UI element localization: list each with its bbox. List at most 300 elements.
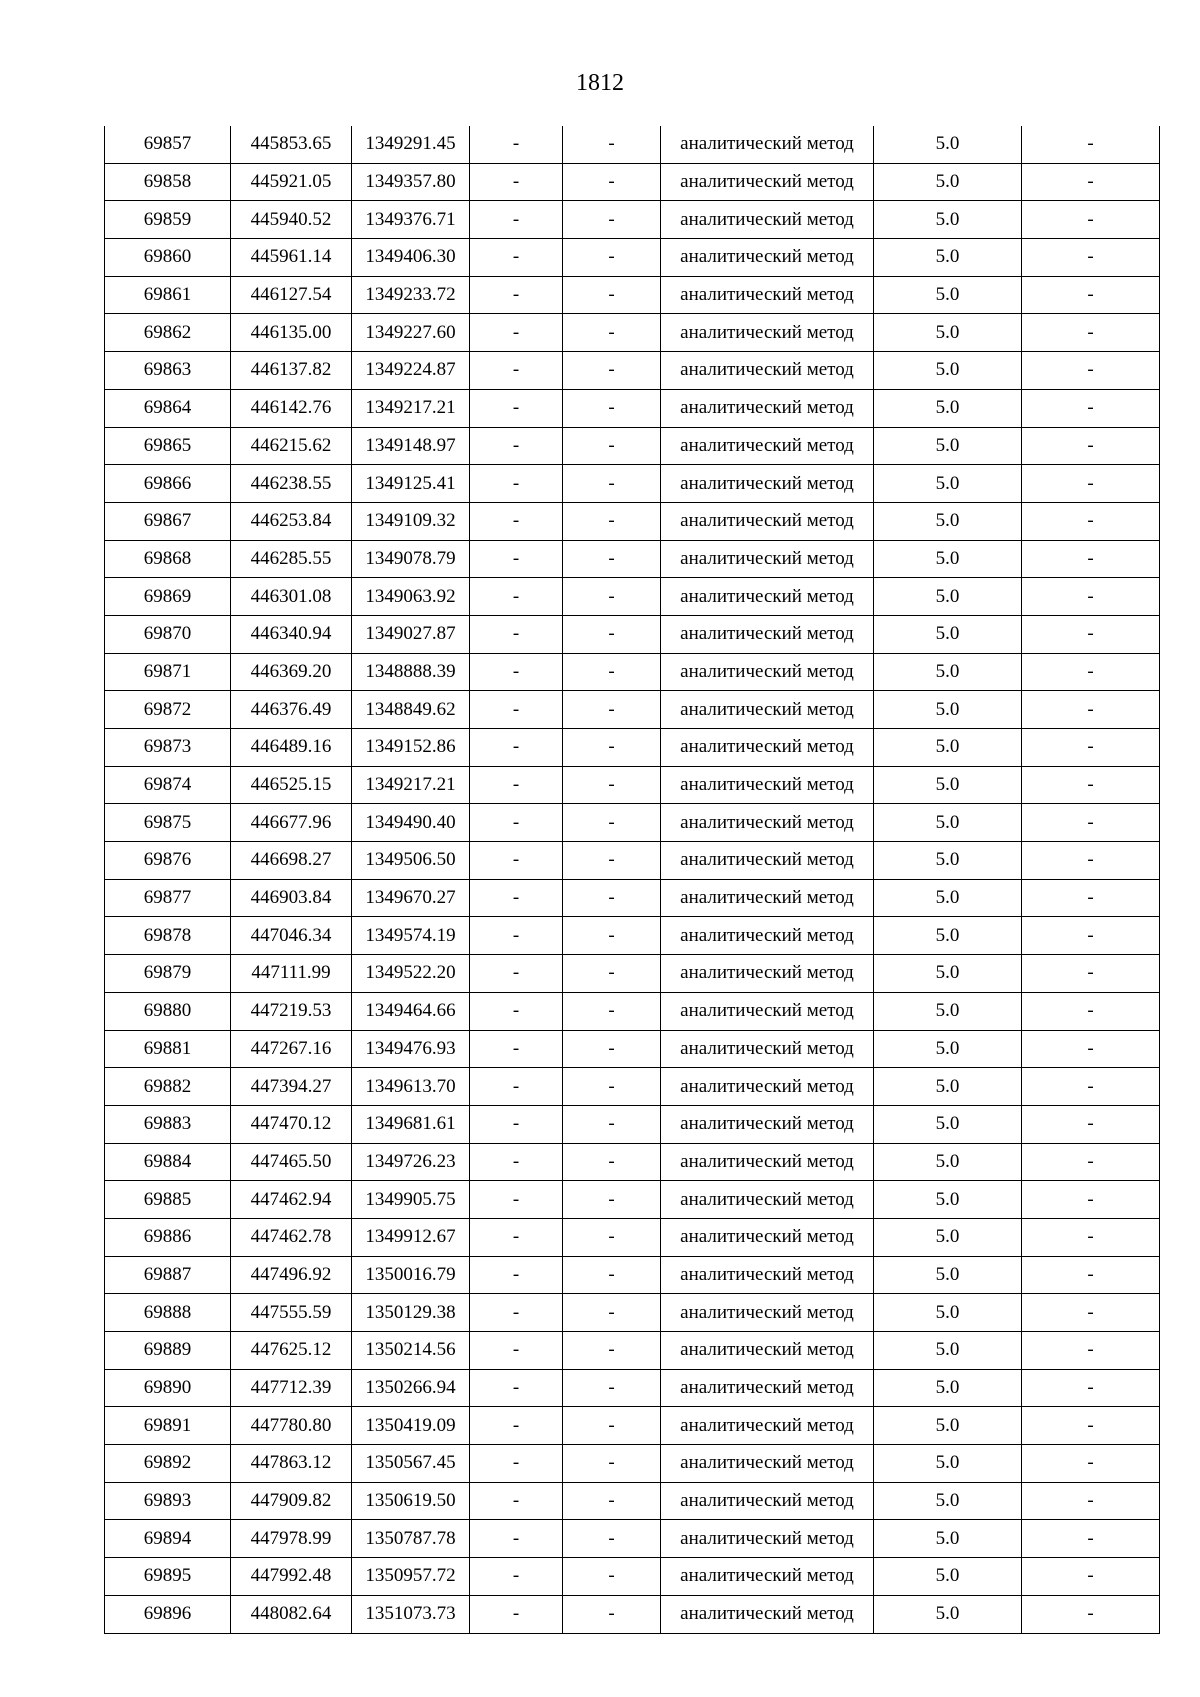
method-cell: аналитический метод	[661, 1558, 874, 1596]
col4-cell: -	[470, 239, 563, 277]
col4-cell: -	[470, 1218, 563, 1256]
point-number-cell: 69859	[105, 201, 231, 239]
col5-cell: -	[563, 352, 661, 390]
table-row	[105, 842, 1160, 880]
table-row	[105, 1520, 1160, 1558]
accuracy-cell: 5.0	[874, 427, 1022, 465]
x-coordinate-cell: 446253.84	[231, 502, 352, 540]
table-row	[105, 1105, 1160, 1143]
accuracy-cell: 5.0	[874, 804, 1022, 842]
col8-cell: -	[1022, 201, 1160, 239]
col4-cell: -	[470, 766, 563, 804]
y-coordinate-cell: 1349726.23	[352, 1143, 470, 1181]
col8-cell: -	[1022, 1030, 1160, 1068]
x-coordinate-cell: 446525.15	[231, 766, 352, 804]
point-number-cell: 69869	[105, 578, 231, 616]
col5-cell: -	[563, 1520, 661, 1558]
table-row	[105, 427, 1160, 465]
col8-cell: -	[1022, 126, 1160, 163]
x-coordinate-cell: 446135.00	[231, 314, 352, 352]
y-coordinate-cell: 1349152.86	[352, 729, 470, 767]
method-cell: аналитический метод	[661, 1181, 874, 1219]
accuracy-cell: 5.0	[874, 163, 1022, 201]
coordinates-table	[104, 126, 1160, 1634]
y-coordinate-cell: 1350619.50	[352, 1482, 470, 1520]
x-coordinate-cell: 447465.50	[231, 1143, 352, 1181]
point-number-cell: 69876	[105, 842, 231, 880]
accuracy-cell: 5.0	[874, 955, 1022, 993]
col4-cell: -	[470, 1105, 563, 1143]
col4-cell: -	[470, 992, 563, 1030]
point-number-cell: 69865	[105, 427, 231, 465]
method-cell: аналитический метод	[661, 540, 874, 578]
point-number-cell: 69875	[105, 804, 231, 842]
table-row	[105, 992, 1160, 1030]
point-number-cell: 69889	[105, 1332, 231, 1370]
col8-cell: -	[1022, 1068, 1160, 1106]
col4-cell: -	[470, 1407, 563, 1445]
method-cell: аналитический метод	[661, 729, 874, 767]
col8-cell: -	[1022, 615, 1160, 653]
table-row	[105, 1407, 1160, 1445]
method-cell: аналитический метод	[661, 201, 874, 239]
point-number-cell: 69895	[105, 1558, 231, 1596]
accuracy-cell: 5.0	[874, 1595, 1022, 1633]
col4-cell: -	[470, 1143, 563, 1181]
method-cell: аналитический метод	[661, 1030, 874, 1068]
point-number-cell: 69883	[105, 1105, 231, 1143]
col8-cell: -	[1022, 389, 1160, 427]
col4-cell: -	[470, 276, 563, 314]
y-coordinate-cell: 1350214.56	[352, 1332, 470, 1370]
col5-cell: -	[563, 1105, 661, 1143]
method-cell: аналитический метод	[661, 1332, 874, 1370]
accuracy-cell: 5.0	[874, 766, 1022, 804]
accuracy-cell: 5.0	[874, 1482, 1022, 1520]
accuracy-cell: 5.0	[874, 1181, 1022, 1219]
y-coordinate-cell: 1350266.94	[352, 1369, 470, 1407]
y-coordinate-cell: 1350787.78	[352, 1520, 470, 1558]
col8-cell: -	[1022, 1369, 1160, 1407]
method-cell: аналитический метод	[661, 691, 874, 729]
col8-cell: -	[1022, 1181, 1160, 1219]
point-number-cell: 69885	[105, 1181, 231, 1219]
table-row	[105, 1445, 1160, 1483]
col4-cell: -	[470, 955, 563, 993]
accuracy-cell: 5.0	[874, 1030, 1022, 1068]
x-coordinate-cell: 447046.34	[231, 917, 352, 955]
point-number-cell: 69873	[105, 729, 231, 767]
y-coordinate-cell: 1349522.20	[352, 955, 470, 993]
col4-cell: -	[470, 615, 563, 653]
col5-cell: -	[563, 766, 661, 804]
point-number-cell: 69888	[105, 1294, 231, 1332]
accuracy-cell: 5.0	[874, 1445, 1022, 1483]
method-cell: аналитический метод	[661, 766, 874, 804]
x-coordinate-cell: 447394.27	[231, 1068, 352, 1106]
table-row	[105, 239, 1160, 277]
col4-cell: -	[470, 540, 563, 578]
col5-cell: -	[563, 1181, 661, 1219]
point-number-cell: 69864	[105, 389, 231, 427]
method-cell: аналитический метод	[661, 578, 874, 616]
x-coordinate-cell: 446903.84	[231, 879, 352, 917]
y-coordinate-cell: 1350957.72	[352, 1558, 470, 1596]
x-coordinate-cell: 447462.78	[231, 1218, 352, 1256]
y-coordinate-cell: 1349291.45	[352, 126, 470, 163]
x-coordinate-cell: 448082.64	[231, 1595, 352, 1633]
y-coordinate-cell: 1349227.60	[352, 314, 470, 352]
col5-cell: -	[563, 1332, 661, 1370]
col4-cell: -	[470, 879, 563, 917]
point-number-cell: 69884	[105, 1143, 231, 1181]
x-coordinate-cell: 445853.65	[231, 126, 352, 163]
col4-cell: -	[470, 163, 563, 201]
table-row	[105, 879, 1160, 917]
col8-cell: -	[1022, 352, 1160, 390]
col8-cell: -	[1022, 578, 1160, 616]
col5-cell: -	[563, 1256, 661, 1294]
col5-cell: -	[563, 1595, 661, 1633]
col5-cell: -	[563, 1369, 661, 1407]
method-cell: аналитический метод	[661, 1218, 874, 1256]
y-coordinate-cell: 1349063.92	[352, 578, 470, 616]
x-coordinate-cell: 447555.59	[231, 1294, 352, 1332]
x-coordinate-cell: 447219.53	[231, 992, 352, 1030]
method-cell: аналитический метод	[661, 1482, 874, 1520]
col8-cell: -	[1022, 1445, 1160, 1483]
col4-cell: -	[470, 1030, 563, 1068]
point-number-cell: 69880	[105, 992, 231, 1030]
point-number-cell: 69890	[105, 1369, 231, 1407]
col4-cell: -	[470, 126, 563, 163]
col5-cell: -	[563, 465, 661, 503]
method-cell: аналитический метод	[661, 615, 874, 653]
table-row	[105, 1218, 1160, 1256]
table-row	[105, 465, 1160, 503]
accuracy-cell: 5.0	[874, 1369, 1022, 1407]
col4-cell: -	[470, 1181, 563, 1219]
x-coordinate-cell: 446301.08	[231, 578, 352, 616]
accuracy-cell: 5.0	[874, 992, 1022, 1030]
col5-cell: -	[563, 804, 661, 842]
y-coordinate-cell: 1350419.09	[352, 1407, 470, 1445]
accuracy-cell: 5.0	[874, 691, 1022, 729]
method-cell: аналитический метод	[661, 502, 874, 540]
point-number-cell: 69878	[105, 917, 231, 955]
point-number-cell: 69857	[105, 126, 231, 163]
y-coordinate-cell: 1349357.80	[352, 163, 470, 201]
method-cell: аналитический метод	[661, 1407, 874, 1445]
accuracy-cell: 5.0	[874, 615, 1022, 653]
col8-cell: -	[1022, 314, 1160, 352]
col4-cell: -	[470, 691, 563, 729]
accuracy-cell: 5.0	[874, 1105, 1022, 1143]
table-row	[105, 352, 1160, 390]
method-cell: аналитический метод	[661, 842, 874, 880]
col8-cell: -	[1022, 502, 1160, 540]
x-coordinate-cell: 446489.16	[231, 729, 352, 767]
x-coordinate-cell: 446677.96	[231, 804, 352, 842]
col8-cell: -	[1022, 842, 1160, 880]
accuracy-cell: 5.0	[874, 540, 1022, 578]
col8-cell: -	[1022, 1143, 1160, 1181]
col4-cell: -	[470, 1482, 563, 1520]
point-number-cell: 69879	[105, 955, 231, 993]
col4-cell: -	[470, 352, 563, 390]
point-number-cell: 69881	[105, 1030, 231, 1068]
col4-cell: -	[470, 465, 563, 503]
point-number-cell: 69860	[105, 239, 231, 277]
point-number-cell: 69892	[105, 1445, 231, 1483]
accuracy-cell: 5.0	[874, 1143, 1022, 1181]
x-coordinate-cell: 446369.20	[231, 653, 352, 691]
x-coordinate-cell: 446127.54	[231, 276, 352, 314]
col4-cell: -	[470, 842, 563, 880]
accuracy-cell: 5.0	[874, 352, 1022, 390]
col5-cell: -	[563, 729, 661, 767]
col5-cell: -	[563, 1558, 661, 1596]
table-row	[105, 615, 1160, 653]
x-coordinate-cell: 447863.12	[231, 1445, 352, 1483]
method-cell: аналитический метод	[661, 1068, 874, 1106]
y-coordinate-cell: 1348888.39	[352, 653, 470, 691]
table-row	[105, 804, 1160, 842]
col5-cell: -	[563, 842, 661, 880]
point-number-cell: 69874	[105, 766, 231, 804]
x-coordinate-cell: 447978.99	[231, 1520, 352, 1558]
col8-cell: -	[1022, 729, 1160, 767]
table-row	[105, 502, 1160, 540]
method-cell: аналитический метод	[661, 1143, 874, 1181]
col8-cell: -	[1022, 1558, 1160, 1596]
x-coordinate-cell: 447267.16	[231, 1030, 352, 1068]
col5-cell: -	[563, 314, 661, 352]
col5-cell: -	[563, 1294, 661, 1332]
x-coordinate-cell: 447712.39	[231, 1369, 352, 1407]
col5-cell: -	[563, 502, 661, 540]
y-coordinate-cell: 1349406.30	[352, 239, 470, 277]
col5-cell: -	[563, 239, 661, 277]
accuracy-cell: 5.0	[874, 276, 1022, 314]
accuracy-cell: 5.0	[874, 917, 1022, 955]
y-coordinate-cell: 1349027.87	[352, 615, 470, 653]
y-coordinate-cell: 1350567.45	[352, 1445, 470, 1483]
col4-cell: -	[470, 1520, 563, 1558]
y-coordinate-cell: 1349217.21	[352, 389, 470, 427]
y-coordinate-cell: 1349613.70	[352, 1068, 470, 1106]
y-coordinate-cell: 1350129.38	[352, 1294, 470, 1332]
col8-cell: -	[1022, 1520, 1160, 1558]
col4-cell: -	[470, 804, 563, 842]
x-coordinate-cell: 446238.55	[231, 465, 352, 503]
accuracy-cell: 5.0	[874, 239, 1022, 277]
col8-cell: -	[1022, 1332, 1160, 1370]
method-cell: аналитический метод	[661, 1595, 874, 1633]
col5-cell: -	[563, 163, 661, 201]
col5-cell: -	[563, 955, 661, 993]
method-cell: аналитический метод	[661, 352, 874, 390]
method-cell: аналитический метод	[661, 276, 874, 314]
method-cell: аналитический метод	[661, 955, 874, 993]
accuracy-cell: 5.0	[874, 1256, 1022, 1294]
col4-cell: -	[470, 1068, 563, 1106]
method-cell: аналитический метод	[661, 314, 874, 352]
col5-cell: -	[563, 1445, 661, 1483]
col8-cell: -	[1022, 163, 1160, 201]
point-number-cell: 69863	[105, 352, 231, 390]
point-number-cell: 69872	[105, 691, 231, 729]
accuracy-cell: 5.0	[874, 389, 1022, 427]
y-coordinate-cell: 1350016.79	[352, 1256, 470, 1294]
method-cell: аналитический метод	[661, 1105, 874, 1143]
y-coordinate-cell: 1351073.73	[352, 1595, 470, 1633]
accuracy-cell: 5.0	[874, 879, 1022, 917]
y-coordinate-cell: 1349912.67	[352, 1218, 470, 1256]
col8-cell: -	[1022, 427, 1160, 465]
point-number-cell: 69861	[105, 276, 231, 314]
y-coordinate-cell: 1349217.21	[352, 766, 470, 804]
table-row	[105, 691, 1160, 729]
accuracy-cell: 5.0	[874, 1332, 1022, 1370]
col8-cell: -	[1022, 1256, 1160, 1294]
accuracy-cell: 5.0	[874, 126, 1022, 163]
col5-cell: -	[563, 1143, 661, 1181]
x-coordinate-cell: 447111.99	[231, 955, 352, 993]
col5-cell: -	[563, 276, 661, 314]
col8-cell: -	[1022, 1595, 1160, 1633]
method-cell: аналитический метод	[661, 1294, 874, 1332]
table-row	[105, 1181, 1160, 1219]
page-number: 1812	[576, 70, 624, 96]
col5-cell: -	[563, 201, 661, 239]
x-coordinate-cell: 446698.27	[231, 842, 352, 880]
x-coordinate-cell: 447470.12	[231, 1105, 352, 1143]
accuracy-cell: 5.0	[874, 465, 1022, 503]
accuracy-cell: 5.0	[874, 1294, 1022, 1332]
col8-cell: -	[1022, 1294, 1160, 1332]
col5-cell: -	[563, 1030, 661, 1068]
table-row	[105, 1256, 1160, 1294]
accuracy-cell: 5.0	[874, 1068, 1022, 1106]
x-coordinate-cell: 447992.48	[231, 1558, 352, 1596]
table-row	[105, 1294, 1160, 1332]
table-row	[105, 314, 1160, 352]
x-coordinate-cell: 447462.94	[231, 1181, 352, 1219]
table-row	[105, 389, 1160, 427]
col8-cell: -	[1022, 1482, 1160, 1520]
accuracy-cell: 5.0	[874, 1558, 1022, 1596]
method-cell: аналитический метод	[661, 126, 874, 163]
table-row	[105, 1482, 1160, 1520]
table-row	[105, 955, 1160, 993]
table-row	[105, 540, 1160, 578]
col5-cell: -	[563, 917, 661, 955]
method-cell: аналитический метод	[661, 1445, 874, 1483]
x-coordinate-cell: 445940.52	[231, 201, 352, 239]
point-number-cell: 69894	[105, 1520, 231, 1558]
point-number-cell: 69886	[105, 1218, 231, 1256]
accuracy-cell: 5.0	[874, 1520, 1022, 1558]
x-coordinate-cell: 445921.05	[231, 163, 352, 201]
y-coordinate-cell: 1349224.87	[352, 352, 470, 390]
col4-cell: -	[470, 729, 563, 767]
point-number-cell: 69896	[105, 1595, 231, 1633]
y-coordinate-cell: 1349476.93	[352, 1030, 470, 1068]
y-coordinate-cell: 1349109.32	[352, 502, 470, 540]
table-row	[105, 653, 1160, 691]
col8-cell: -	[1022, 955, 1160, 993]
col8-cell: -	[1022, 276, 1160, 314]
method-cell: аналитический метод	[661, 163, 874, 201]
col5-cell: -	[563, 1218, 661, 1256]
accuracy-cell: 5.0	[874, 842, 1022, 880]
col8-cell: -	[1022, 465, 1160, 503]
table-row	[105, 1143, 1160, 1181]
accuracy-cell: 5.0	[874, 1218, 1022, 1256]
y-coordinate-cell: 1349905.75	[352, 1181, 470, 1219]
col4-cell: -	[470, 314, 563, 352]
x-coordinate-cell: 447625.12	[231, 1332, 352, 1370]
col5-cell: -	[563, 1068, 661, 1106]
table-row	[105, 1558, 1160, 1596]
x-coordinate-cell: 446376.49	[231, 691, 352, 729]
point-number-cell: 69871	[105, 653, 231, 691]
y-coordinate-cell: 1349078.79	[352, 540, 470, 578]
col4-cell: -	[470, 653, 563, 691]
col5-cell: -	[563, 992, 661, 1030]
col4-cell: -	[470, 502, 563, 540]
col8-cell: -	[1022, 1218, 1160, 1256]
col4-cell: -	[470, 1256, 563, 1294]
point-number-cell: 69891	[105, 1407, 231, 1445]
col5-cell: -	[563, 389, 661, 427]
col8-cell: -	[1022, 917, 1160, 955]
x-coordinate-cell: 447496.92	[231, 1256, 352, 1294]
y-coordinate-cell: 1349125.41	[352, 465, 470, 503]
accuracy-cell: 5.0	[874, 653, 1022, 691]
y-coordinate-cell: 1349490.40	[352, 804, 470, 842]
col4-cell: -	[470, 917, 563, 955]
point-number-cell: 69868	[105, 540, 231, 578]
point-number-cell: 69887	[105, 1256, 231, 1294]
col8-cell: -	[1022, 239, 1160, 277]
y-coordinate-cell: 1349506.50	[352, 842, 470, 880]
col5-cell: -	[563, 1482, 661, 1520]
table-row	[105, 1068, 1160, 1106]
table-row	[105, 1595, 1160, 1633]
x-coordinate-cell: 446285.55	[231, 540, 352, 578]
col4-cell: -	[470, 1332, 563, 1370]
col5-cell: -	[563, 653, 661, 691]
col4-cell: -	[470, 389, 563, 427]
method-cell: аналитический метод	[661, 1369, 874, 1407]
table-row	[105, 276, 1160, 314]
col8-cell: -	[1022, 1105, 1160, 1143]
y-coordinate-cell: 1348849.62	[352, 691, 470, 729]
method-cell: аналитический метод	[661, 879, 874, 917]
accuracy-cell: 5.0	[874, 729, 1022, 767]
point-number-cell: 69862	[105, 314, 231, 352]
col4-cell: -	[470, 1369, 563, 1407]
point-number-cell: 69877	[105, 879, 231, 917]
col4-cell: -	[470, 1294, 563, 1332]
col5-cell: -	[563, 691, 661, 729]
col8-cell: -	[1022, 766, 1160, 804]
col4-cell: -	[470, 1595, 563, 1633]
method-cell: аналитический метод	[661, 389, 874, 427]
x-coordinate-cell: 446142.76	[231, 389, 352, 427]
